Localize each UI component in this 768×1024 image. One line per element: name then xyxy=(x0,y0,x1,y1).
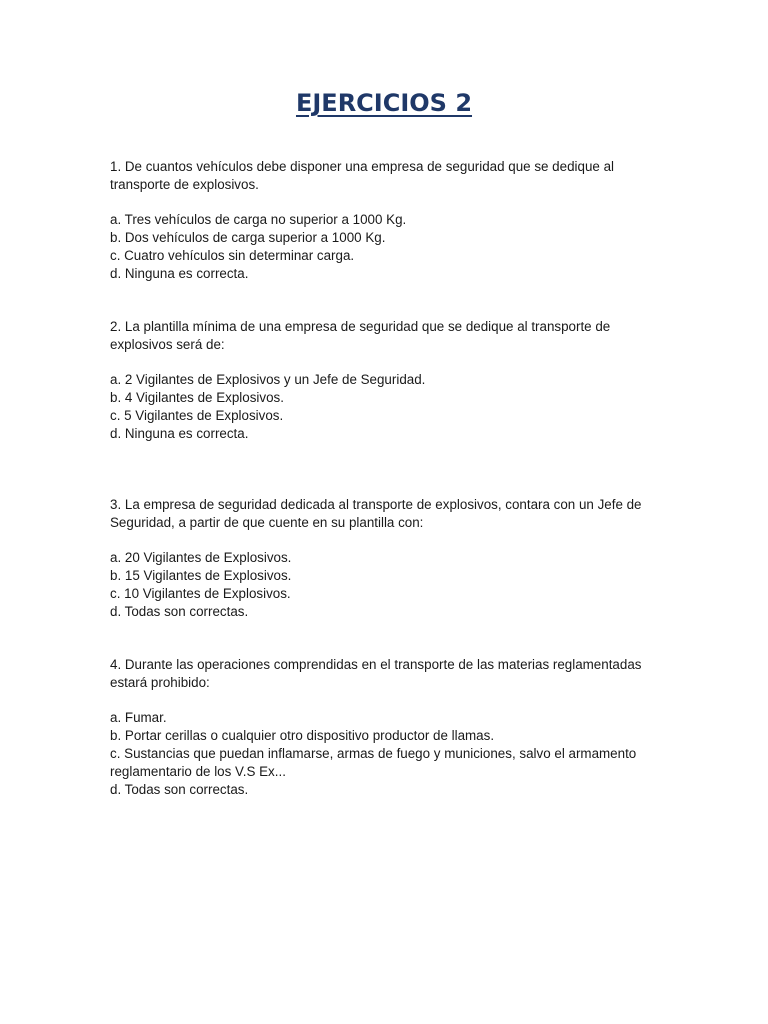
question-4-option-c: c. Sustancias que puedan inflamarse, armas de fuego y municiones, salvo el armamento reglamentario de los V.S Ex... xyxy=(110,745,637,779)
question-1-option-c: c. Cuatro vehículos sin determinar carga. xyxy=(110,247,355,263)
question-4 xyxy=(110,656,670,798)
question-3-option-a: a. 20 Vigilantes de Explosivos. xyxy=(110,550,292,566)
question-2-option-c: c. 5 Vigilantes de Explosivos. xyxy=(110,407,284,423)
question-1-option-a: a. Tres vehículos de carga no superior a 1000 Kg. xyxy=(110,212,407,228)
question-2-option-a: a. 2 Vigilantes de Explosivos y un Jefe de Seguridad. xyxy=(110,372,426,388)
question-3 xyxy=(110,496,670,621)
question-4-option-b: b. Portar cerillas o cualquier otro dispositivo productor de llamas. xyxy=(110,728,495,744)
question-2-stem: 2. La plantilla mínima de una empresa de seguridad que se dedique al transporte de explosivos será de: xyxy=(110,319,611,352)
document-title-text: EJERCICIOS 2 xyxy=(295,89,473,117)
question-1-stem: 1. De cuantos vehículos debe disponer una empresa de seguridad que se dedique al transporte de explosivos. xyxy=(110,159,614,192)
question-1 xyxy=(110,158,670,283)
question-4-option-d: d. Todas son correctas. xyxy=(110,781,249,797)
question-1-option-d: d. Ninguna es correcta. xyxy=(110,265,249,281)
document-title xyxy=(0,86,768,120)
question-4-option-a: a. Fumar. xyxy=(110,710,167,726)
question-3-option-c: c. 10 Vigilantes de Explosivos. xyxy=(110,585,291,601)
question-3-option-d: d. Todas son correctas. xyxy=(110,603,249,619)
question-3-option-b: b. 15 Vigilantes de Explosivos. xyxy=(110,568,292,584)
question-3-stem: 3. La empresa de seguridad dedicada al transporte de explosivos, contara con un Jefe de Seguridad, a partir de que cuente en su plantilla con: xyxy=(110,497,642,530)
question-2 xyxy=(110,318,670,443)
question-2-option-d: d. Ninguna es correcta. xyxy=(110,425,249,441)
question-4-stem: 4. Durante las operaciones comprendidas en el transporte de las materias reglamentadas estará prohibido: xyxy=(110,657,642,690)
question-1-option-b: b. Dos vehículos de carga superior a 1000 Kg. xyxy=(110,230,386,246)
question-2-option-b: b. 4 Vigilantes de Explosivos. xyxy=(110,390,284,406)
